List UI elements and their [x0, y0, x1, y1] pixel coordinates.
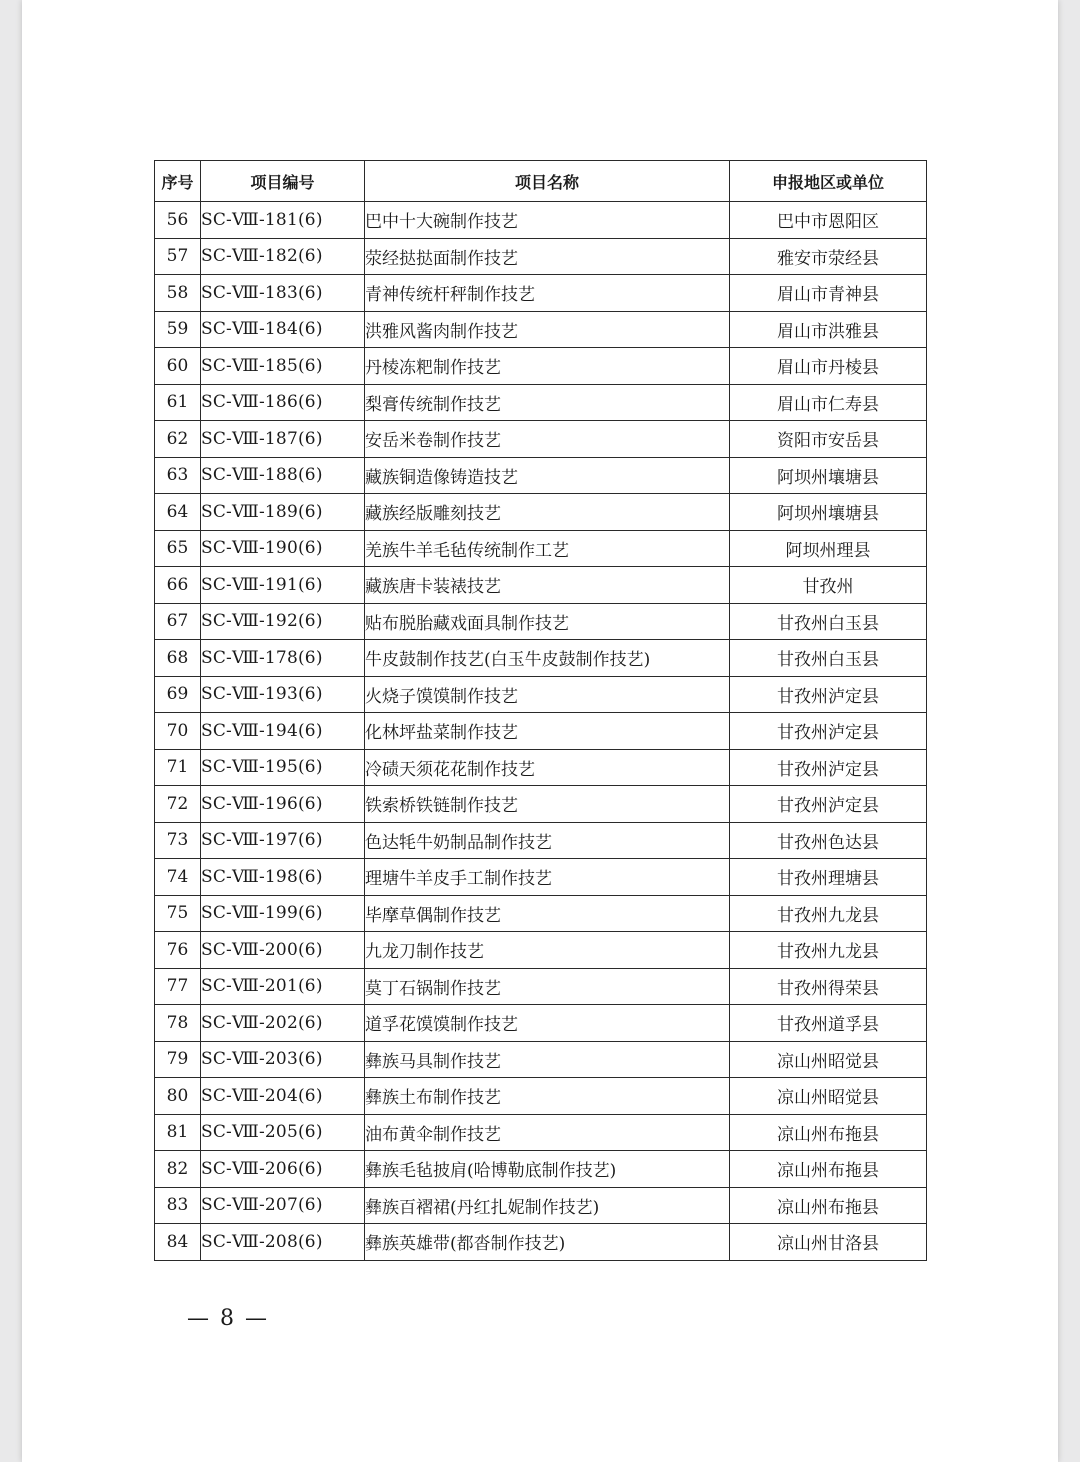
row-index: 70 — [155, 713, 201, 750]
row-region: 眉山市仁寿县 — [730, 384, 927, 421]
table-row — [155, 1151, 927, 1188]
row-name: 化林坪盐菜制作技艺 — [365, 713, 730, 750]
row-index: 74 — [155, 859, 201, 896]
row-code: SC-Ⅷ-183(6) — [201, 275, 365, 312]
row-name: 安岳米卷制作技艺 — [365, 421, 730, 458]
row-name: 彝族英雄带(都沓制作技艺) — [365, 1224, 730, 1261]
row-code: SC-Ⅷ-184(6) — [201, 311, 365, 348]
row-index: 65 — [155, 530, 201, 567]
row-code: SC-Ⅷ-197(6) — [201, 822, 365, 859]
row-index: 82 — [155, 1151, 201, 1188]
row-region: 凉山州昭觉县 — [730, 1041, 927, 1078]
table-body — [155, 202, 927, 1261]
row-code: SC-Ⅷ-190(6) — [201, 530, 365, 567]
row-index: 56 — [155, 202, 201, 239]
table-row — [155, 384, 927, 421]
row-region: 雅安市荥经县 — [730, 238, 927, 275]
table-row — [155, 968, 927, 1005]
row-name: 青神传统杆秤制作技艺 — [365, 275, 730, 312]
row-code: SC-Ⅷ-185(6) — [201, 348, 365, 385]
document-page — [22, 0, 1058, 1462]
row-region: 凉山州布拖县 — [730, 1187, 927, 1224]
row-name: 藏族铜造像铸造技艺 — [365, 457, 730, 494]
row-region: 甘孜州理塘县 — [730, 859, 927, 896]
row-code: SC-Ⅷ-200(6) — [201, 932, 365, 969]
row-code: SC-Ⅷ-187(6) — [201, 421, 365, 458]
row-code: SC-Ⅷ-205(6) — [201, 1114, 365, 1151]
row-name: 贴布脱胎藏戏面具制作技艺 — [365, 603, 730, 640]
row-name: 彝族毛毡披肩(哈博勒底制作技艺) — [365, 1151, 730, 1188]
table-row — [155, 822, 927, 859]
row-code: SC-Ⅷ-207(6) — [201, 1187, 365, 1224]
row-code: SC-Ⅷ-208(6) — [201, 1224, 365, 1261]
header-name: 项目名称 — [365, 161, 730, 202]
row-region: 阿坝州理县 — [730, 530, 927, 567]
row-region: 甘孜州色达县 — [730, 822, 927, 859]
row-region: 甘孜州泸定县 — [730, 749, 927, 786]
row-name: 铁索桥铁链制作技艺 — [365, 786, 730, 823]
row-index: 67 — [155, 603, 201, 640]
row-code: SC-Ⅷ-196(6) — [201, 786, 365, 823]
row-code: SC-Ⅷ-201(6) — [201, 968, 365, 1005]
row-index: 81 — [155, 1114, 201, 1151]
row-name: 理塘牛羊皮手工制作技艺 — [365, 859, 730, 896]
table-row — [155, 713, 927, 750]
row-region: 甘孜州九龙县 — [730, 895, 927, 932]
row-index: 76 — [155, 932, 201, 969]
table-row — [155, 1041, 927, 1078]
table-row — [155, 348, 927, 385]
row-code: SC-Ⅷ-198(6) — [201, 859, 365, 896]
row-code: SC-Ⅷ-186(6) — [201, 384, 365, 421]
header-region: 申报地区或单位 — [730, 161, 927, 202]
row-region: 资阳市安岳县 — [730, 421, 927, 458]
table-header-row — [155, 161, 927, 202]
row-code: SC-Ⅷ-199(6) — [201, 895, 365, 932]
table-row — [155, 421, 927, 458]
row-region: 眉山市丹棱县 — [730, 348, 927, 385]
row-name: 莫丁石锅制作技艺 — [365, 968, 730, 1005]
table-row — [155, 202, 927, 239]
row-index: 80 — [155, 1078, 201, 1115]
row-code: SC-Ⅷ-191(6) — [201, 567, 365, 604]
row-index: 79 — [155, 1041, 201, 1078]
row-index: 83 — [155, 1187, 201, 1224]
row-name: 彝族土布制作技艺 — [365, 1078, 730, 1115]
table-row — [155, 457, 927, 494]
row-index: 75 — [155, 895, 201, 932]
row-index: 73 — [155, 822, 201, 859]
table-row — [155, 640, 927, 677]
row-region: 甘孜州九龙县 — [730, 932, 927, 969]
row-name: 荥经挞挞面制作技艺 — [365, 238, 730, 275]
row-name: 巴中十大碗制作技艺 — [365, 202, 730, 239]
table-row — [155, 1078, 927, 1115]
table-row — [155, 275, 927, 312]
row-region: 阿坝州壤塘县 — [730, 457, 927, 494]
row-region: 阿坝州壤塘县 — [730, 494, 927, 531]
table-row — [155, 859, 927, 896]
row-region: 甘孜州白玉县 — [730, 640, 927, 677]
row-name: 羌族牛羊毛毡传统制作工艺 — [365, 530, 730, 567]
table-row — [155, 311, 927, 348]
row-region: 甘孜州得荣县 — [730, 968, 927, 1005]
table-row — [155, 530, 927, 567]
row-name: 火烧子馍馍制作技艺 — [365, 676, 730, 713]
row-region: 凉山州布拖县 — [730, 1114, 927, 1151]
table-row — [155, 1224, 927, 1261]
row-index: 61 — [155, 384, 201, 421]
row-index: 60 — [155, 348, 201, 385]
row-index: 59 — [155, 311, 201, 348]
heritage-list-table — [154, 160, 927, 1261]
header-index: 序号 — [155, 161, 201, 202]
row-name: 毕摩草偶制作技艺 — [365, 895, 730, 932]
table-row — [155, 749, 927, 786]
row-code: SC-Ⅷ-203(6) — [201, 1041, 365, 1078]
row-code: SC-Ⅷ-202(6) — [201, 1005, 365, 1042]
row-index: 63 — [155, 457, 201, 494]
row-index: 77 — [155, 968, 201, 1005]
row-code: SC-Ⅷ-194(6) — [201, 713, 365, 750]
row-region: 甘孜州 — [730, 567, 927, 604]
table-row — [155, 1187, 927, 1224]
row-index: 69 — [155, 676, 201, 713]
table-row — [155, 567, 927, 604]
row-index: 71 — [155, 749, 201, 786]
table-row — [155, 895, 927, 932]
row-code: SC-Ⅷ-195(6) — [201, 749, 365, 786]
row-index: 68 — [155, 640, 201, 677]
row-index: 64 — [155, 494, 201, 531]
row-index: 62 — [155, 421, 201, 458]
row-region: 甘孜州泸定县 — [730, 786, 927, 823]
row-name: 丹棱冻粑制作技艺 — [365, 348, 730, 385]
row-index: 57 — [155, 238, 201, 275]
row-region: 凉山州布拖县 — [730, 1151, 927, 1188]
row-name: 梨膏传统制作技艺 — [365, 384, 730, 421]
row-code: SC-Ⅷ-193(6) — [201, 676, 365, 713]
row-code: SC-Ⅷ-206(6) — [201, 1151, 365, 1188]
table-row — [155, 676, 927, 713]
row-code: SC-Ⅷ-188(6) — [201, 457, 365, 494]
row-name: 牛皮鼓制作技艺(白玉牛皮鼓制作技艺) — [365, 640, 730, 677]
row-index: 78 — [155, 1005, 201, 1042]
row-region: 巴中市恩阳区 — [730, 202, 927, 239]
row-name: 彝族马具制作技艺 — [365, 1041, 730, 1078]
row-code: SC-Ⅷ-189(6) — [201, 494, 365, 531]
row-code: SC-Ⅷ-178(6) — [201, 640, 365, 677]
page-number: — 8 — — [187, 1306, 269, 1331]
row-code: SC-Ⅷ-181(6) — [201, 202, 365, 239]
row-code: SC-Ⅷ-204(6) — [201, 1078, 365, 1115]
row-region: 甘孜州泸定县 — [730, 676, 927, 713]
table-row — [155, 494, 927, 531]
row-name: 色达牦牛奶制品制作技艺 — [365, 822, 730, 859]
table-row — [155, 603, 927, 640]
row-region: 眉山市洪雅县 — [730, 311, 927, 348]
row-region: 甘孜州白玉县 — [730, 603, 927, 640]
row-index: 72 — [155, 786, 201, 823]
row-name: 洪雅风酱肉制作技艺 — [365, 311, 730, 348]
row-region: 眉山市青神县 — [730, 275, 927, 312]
row-name: 九龙刀制作技艺 — [365, 932, 730, 969]
table-row — [155, 238, 927, 275]
header-code: 项目编号 — [201, 161, 365, 202]
table-row — [155, 786, 927, 823]
row-name: 藏族经版雕刻技艺 — [365, 494, 730, 531]
table-row — [155, 1114, 927, 1151]
row-name: 油布黄伞制作技艺 — [365, 1114, 730, 1151]
row-index: 66 — [155, 567, 201, 604]
row-region: 凉山州昭觉县 — [730, 1078, 927, 1115]
row-region: 甘孜州道孚县 — [730, 1005, 927, 1042]
row-name: 藏族唐卡装裱技艺 — [365, 567, 730, 604]
row-name: 道孚花馍馍制作技艺 — [365, 1005, 730, 1042]
row-code: SC-Ⅷ-182(6) — [201, 238, 365, 275]
table-row — [155, 932, 927, 969]
table-row — [155, 1005, 927, 1042]
row-index: 84 — [155, 1224, 201, 1261]
row-code: SC-Ⅷ-192(6) — [201, 603, 365, 640]
row-name: 冷碛天须花花制作技艺 — [365, 749, 730, 786]
row-name: 彝族百褶裙(丹红扎妮制作技艺) — [365, 1187, 730, 1224]
row-region: 甘孜州泸定县 — [730, 713, 927, 750]
row-region: 凉山州甘洛县 — [730, 1224, 927, 1261]
row-index: 58 — [155, 275, 201, 312]
